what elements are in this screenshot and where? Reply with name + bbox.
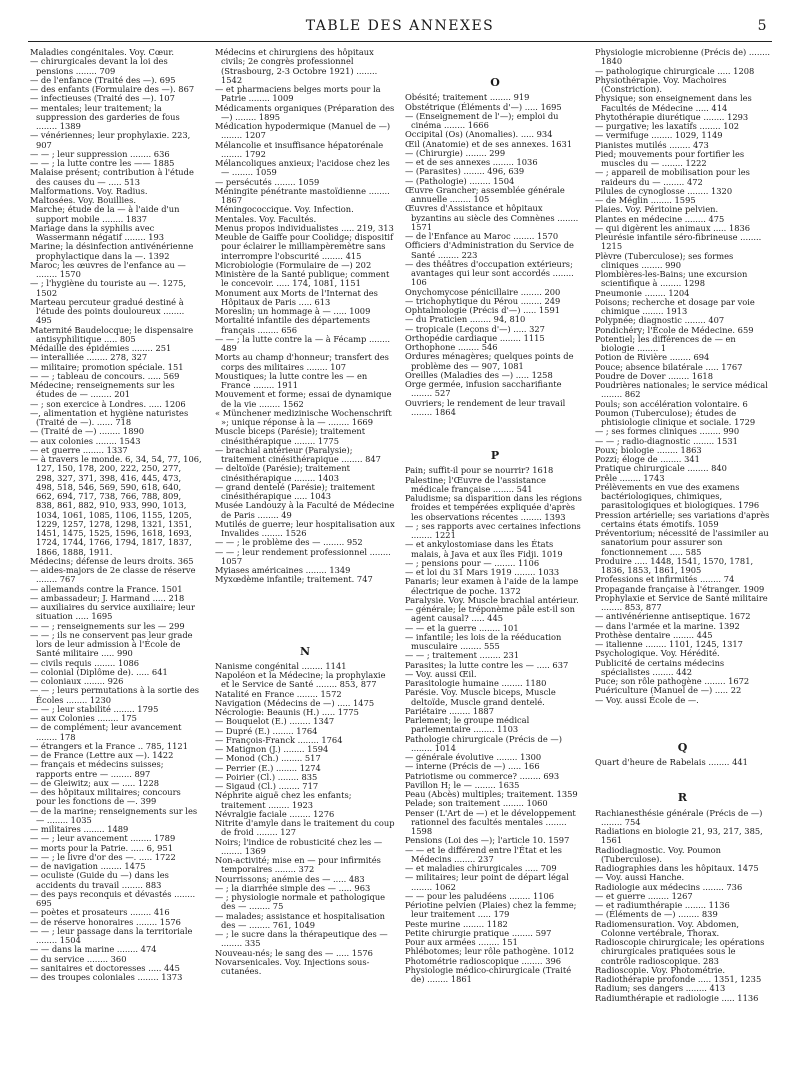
index-entry: Parasitologie humaine ........ 1180 — [405, 678, 547, 688]
index-entry: Physiologie microbienne (Précis de) ........ 1840 — [595, 48, 770, 67]
index-entry: — ; physiologie normale et pathologique des — ........ 75 — [215, 892, 386, 912]
index-entry: Poudrières nationales; le service médical ........ 862 — [595, 380, 768, 400]
index-entry: — aux colonies ........ 1543 — [30, 435, 141, 446]
index-entry: — Dupré (E.) ........ 1764 — [215, 725, 318, 736]
index-entry: Moustiques; la lutte contre les — en France ........ 1911 — [215, 370, 368, 390]
index-entry: — vénériennes; leur prophylaxie. 223, 907 — [30, 130, 191, 150]
index-entry: — Sigaud (Cl.) ........ 717 — [215, 781, 319, 791]
index-column-1 — [30, 48, 202, 1074]
index-entry: « Münchener medizinische Wochenschrift »; unique réponse à la — ........ 1669 — [215, 407, 392, 427]
index-entry: Parlement; le groupe médical parlementaire ........ 1103 — [405, 715, 530, 735]
index-entry: — ; appareil de mobilisation pour les raideurs du — ........ 472 — [595, 167, 750, 187]
index-entry: — Poirier (Cl.) ........ 835 — [215, 771, 318, 782]
index-entry: Orthophone ........ 546 — [405, 342, 498, 352]
index-entry: Pratique chirurgicale ........ 840 — [595, 463, 727, 474]
index-entry: Plombières-les-Bains; une excursion scientifique à ........ 1298 — [595, 269, 748, 289]
index-entry: Petite chirurgie pratique ........ 597 — [405, 927, 552, 938]
index-entry: Nécrologie: Beaunis (H.) ..... 1775 — [215, 707, 359, 717]
index-entry: — et ankylostomiase dans les États malais, à Java et aux îles Fidji. 1019 — [405, 539, 563, 559]
index-entry: — — ; tableau de concours. ..... 569 — [30, 370, 180, 381]
index-entry: Prophylaxie et Service de Santé militaire ........ 853, 877 — [595, 592, 768, 612]
index-entry: Mélancolie et insuffisance hépatorénale ........ 1792 — [215, 139, 384, 159]
index-entry: Muscle biceps (Parésie); traitement cinésithérapique ........ 1775 — [215, 426, 366, 446]
index-entry: — des hôpitaux militaires; concours pour les fonctions de —. 399 — [30, 787, 181, 807]
index-entry: Professions et infirmités ........ 74 — [595, 574, 735, 585]
index-entry: Officiers d'Administration du Service de Santé ........ 223 — [405, 240, 574, 260]
index-entry: Plantes en médecine ........ 475 — [595, 213, 725, 224]
index-entry: Méningite pénétrante mastoïdienne ........ 1867 — [215, 185, 390, 205]
index-entry: Œil (Anatomie) et de ses annexes. 1631 — [405, 138, 573, 149]
index-entry: — — ; la lutte contre la — à Fécamp ........ 489 — [215, 333, 391, 353]
index-entry: — militaires; leur point de départ légal ........ 1062 — [405, 872, 569, 892]
index-entry: Pied; mouvements pour fortifier les muscles du — ........ 1222 — [595, 148, 745, 168]
index-entry: — trichophytique du Pérou ........ 249 — [405, 295, 561, 306]
index-entry: — des pays reconquis et dévastés ........ 695 — [30, 888, 196, 908]
index-entry: — — et la guerre ........ 101 — [405, 622, 519, 633]
index-entry: — deltoïde (Parésie); traitement cinésithérapique ........ 1403 — [215, 463, 351, 483]
index-entry: Névralgie faciale ........ 1276 — [215, 808, 335, 819]
index-entry: — pathologique chirurgicale ..... 1208 — [595, 65, 755, 76]
index-entry: — militaire; promotion spéciale. 151 — [30, 361, 184, 372]
index-entry: Musée Landouzy à la Faculté de Médecine de Paris ........ 49 — [215, 500, 395, 520]
index-entry: — des enfants (Formulaire des —). 867 — [30, 84, 195, 94]
index-entry: — et guerre ........ 1337 — [30, 444, 128, 455]
index-entry: — (Traité de —) ........ 1890 — [30, 426, 145, 437]
index-entry: Périotine pelvien (Plaies) chez la femme; leur traitement ..... 179 — [405, 900, 577, 920]
index-entry: Radiumthérapie et radiologie ..... 1136 — [595, 992, 759, 1003]
index-entry: Poumon (Tuberculose); études de phtisiologie clinique et sociale. 1729 — [595, 407, 756, 427]
index-entry: Morts au champ d'honneur; transfert des corps des militaires ........ 107 — [215, 352, 389, 372]
index-entry: — et guerre ........ 1267 — [595, 890, 693, 901]
index-entry: Physique; son enseignement dans les Facultés de Médecine ..... 414 — [595, 93, 752, 113]
index-entry: Marche; étude de la — à l'aide d'un support mobile ........ 1837 — [30, 204, 180, 224]
index-entry: — grand dentelé (Parésie); traitement cinésithérapique ..... 1043 — [215, 481, 375, 501]
index-entry: — — ; leur passage dans la territoriale ........ 1504 — [30, 925, 193, 945]
index-entry: — infectieuses (Traité des —). 107 — [30, 93, 175, 104]
section-spacer — [215, 585, 395, 637]
header-rule — [28, 41, 772, 42]
index-entry: Maternité Baudelocque; le dispensaire antisyphilitique ..... 805 — [30, 324, 194, 344]
index-entry: Pouce; absence bilatérale ..... 1767 — [595, 361, 743, 372]
index-entry: Néphrite aiguë chez les enfants; traitement ........ 1923 — [215, 790, 352, 810]
index-entry: Onychomycose pénicillaire ........ 200 — [405, 286, 561, 297]
index-entry: Prêle ........ 1743 — [595, 472, 665, 483]
index-entry: — Bouquelot (E.) ........ 1347 — [215, 716, 335, 727]
index-entry: — civils requis ........ 1086 — [30, 657, 140, 668]
index-entry: — — ; leur suppression ........ 636 — [30, 148, 170, 159]
index-entry: Penser (L'Art de —) et le développement rationnel des facultés mentales ........ 1598 — [405, 807, 576, 836]
index-entry: — et radiumthérapie ........ 1136 — [595, 900, 730, 910]
index-entry: Myxœdème infantile; traitement. 747 — [215, 574, 373, 585]
index-entry: — et de ses annexes ........ 1036 — [405, 157, 538, 167]
index-entry: — à travers le monde. 6, 34, 54, 77, 106, 127, 150, 178, 200, 222, 250, 277, 298, 327, 371, 398, 416, 445, 473, 498, 518, 546, 569, 590, 618, 640, 662, 694, 717, 738, 766, 788, 809, 838, 861, 882, 910, 933, 990, 1013, 1034, 1061, 1085, 1106, 1155, 1205, 1229, 1257, 1278, 1298, 1321, 1351, 1451, 1475, 1525, 1596, 1618, 1693, 1724, 1744, 1766, 1794, 1817, 1837, 1866, 1888, 1911. — [30, 454, 202, 557]
index-entry: — du service ........ 360 — [30, 953, 127, 964]
index-entry: — Matignon (J.) ........ 1594 — [215, 744, 329, 754]
index-entry: Préventorium; nécessité de l'assimiler au sanatorium pour assurer son fonctionnement ..... 585 — [595, 528, 769, 557]
index-entry: Pression artérielle; ses variations d'après certains états émotifs. 1059 — [595, 509, 770, 529]
page-title: TABLE DES ANNEXES — [305, 18, 495, 34]
index-entry: Poudre de Dover ........ 1618 — [595, 370, 713, 381]
index-entry: Maladies congénitales. Voy. Cœur. — [30, 48, 175, 57]
index-entry: Myiases américaines ........ 1349 — [215, 565, 351, 575]
section-spacer — [595, 705, 770, 733]
index-entry: Pilules de cynoglosse ........ 1320 — [595, 185, 733, 196]
index-entry: Palestine; l'Œuvre de l'assistance médicale française ........ 541 — [405, 474, 546, 494]
index-entry: Plèvre (Tuberculose); ses formes cliniques ........ 990 — [595, 250, 734, 270]
index-entry: Marteau percuteur gradué destiné à l'étude des points douloureux ........ 495 — [30, 296, 185, 326]
section-spacer — [405, 48, 585, 68]
index-entry: Radiothérapie profonde ..... 1351, 1235 — [595, 974, 762, 984]
index-entry: — et pharmaciens belges morts pour la Patrie ........ 1009 — [215, 84, 381, 104]
index-entry: — qui digèrent les animaux ..... 1836 — [595, 222, 751, 233]
index-entry: — allemands contre la France. 1501 — [30, 583, 183, 594]
index-entry: Mortalité infantile des départements français ........ 656 — [215, 315, 370, 335]
index-entry: Paludisme; sa disparition dans les régions froides et tempérées expliquée d'après les observations récentes ........ 1393 — [405, 493, 582, 522]
index-entry: — persécutés ........ 1059 — [215, 176, 320, 187]
index-entry: Mentales. Voy. Facultés. — [215, 213, 317, 224]
index-entry: Occipital (Os) (Anomalies). ..... 934 — [405, 129, 553, 140]
section-spacer — [405, 417, 585, 441]
index-entry: — de France (Lettre aux —). 1422 — [30, 750, 174, 760]
index-entry: Plaies. Voy. Péritoine pelvien. — [595, 204, 719, 215]
index-column-4 — [595, 48, 770, 1074]
index-entry: — et loi du 31 Mars 1919 ........ 1033 — [405, 567, 560, 577]
index-entry: Produire ..... 1448, 1541, 1570, 1781, 1836, 1853, 1861, 1905 — [595, 555, 754, 575]
index-entry: — de réserve honoraires ........ 1576 — [30, 916, 181, 927]
index-entry: — antivénérienne antiseptique. 1672 — [595, 611, 751, 622]
index-entry: Microbiologie (Formulaire de —) 202 — [215, 259, 372, 270]
index-entry: Mariage dans la syphilis avec Wassermann négatif ........ 193 — [30, 222, 165, 242]
index-entry: — Monod (Ch.) ........ 517 — [215, 753, 321, 764]
index-entry: — des théâtres d'occupation extérieurs; avantages qui leur sont accordés ........ 106 — [405, 258, 574, 288]
index-entry: Puériculture (Manuel de —) ..... 22 — [595, 685, 742, 696]
index-entry: Ophtalmologie (Précis d'—) ..... 1591 — [405, 305, 561, 315]
running-head — [0, 18, 800, 38]
index-entry: Meuble de Gaiffe pour Coolidge; dispositif pour éclairer le milliampèremètre sans interrompre l'obscurité ........ 415 — [215, 232, 394, 261]
index-entry: — malades; assistance et hospitalisation des — ........ 761, 1049 — [215, 910, 386, 930]
index-entry: — ambassadeur; J. Harmand ..... 218 — [30, 592, 185, 603]
index-entry: — infantile; les lois de la rééducation musculaire ........ 555 — [405, 631, 562, 651]
index-entry: — brachial antérieur (Paralysie); traitement cinésithérapique ........ 847 — [215, 444, 381, 464]
index-entry: Poux; biologie ........ 1863 — [595, 444, 702, 455]
index-entry: Natalité en France ........ 1572 — [215, 688, 342, 699]
index-entry: Moreslin; un hommage à — ..... 1009 — [215, 306, 371, 316]
index-entry: — interalliée ........ 278, 327 — [30, 352, 148, 363]
index-entry: Pour aux armées ........ 151 — [405, 937, 518, 947]
index-entry: — purgative; les laxatifs ........ 102 — [595, 121, 740, 131]
index-entry: — colonial (Diplôme de). ..... 641 — [30, 666, 168, 677]
index-entry: Obstétrique (Éléments d'—) ..... 1695 — [405, 101, 562, 112]
index-entry: Obésité; traitement ........ 919 — [405, 92, 530, 103]
index-entry: — — ; radio-diagnostic ........ 1531 — [595, 435, 738, 446]
index-entry: Pain; suffit-il pour se nourrir? 1618 — [405, 465, 554, 476]
index-entry: Puce; son rôle pathogène ........ 1672 — [595, 676, 750, 686]
index-entry: Mouvement et forme; essai de dynamique de la vie ........ 1562 — [215, 389, 392, 409]
index-entry: Potion de Rivière ........ 694 — [595, 352, 710, 363]
index-entry: Pouls; son accélération volontaire. 6 — [595, 398, 748, 409]
index-entry: — — et le différend entre l'État et les Médecins ........ 237 — [405, 844, 562, 864]
index-entry: Pondichéry; l'École de Médecine. 659 — [595, 324, 754, 335]
index-entry: Rachianesthésie générale (Précis de —) ........ 754 — [595, 807, 763, 827]
index-entry: — de l'Enfance au Maroc ........ 1570 — [405, 231, 559, 241]
index-entry: — — ; le livre d'or des —. ..... 1722 — [30, 851, 176, 862]
index-column-3 — [405, 48, 585, 1074]
index-entry: Peau (Abcès) multiples; traitement. 1359 — [405, 789, 578, 799]
index-entry: Médecins; défense de leurs droits. 365 — [30, 555, 194, 566]
index-entry: — oculiste (Guide du —) dans les accidents du travail ........ 883 — [30, 870, 169, 890]
index-entry: Physiologie médico-chirurgicale (Traité de) ........ 1861 — [405, 964, 572, 984]
index-entry: Prothèse dentaire ........ 445 — [595, 629, 713, 640]
index-entry: — ; l'hygiène du touriste au —. 1275, 1502 — [30, 278, 187, 298]
index-entry: Propagande française à l'étranger. 1909 — [595, 583, 765, 594]
index-entry: Nitrite d'amyle dans le traitement du coup de froid ........ 127 — [215, 818, 395, 838]
index-entry: Médecine; renseignements sur les études de — ........ 201 — [30, 380, 175, 400]
index-entry: Panaris; leur examen à l'aide de la lampe électrique de poche. 1372 — [405, 576, 579, 596]
index-entry: Nanisme congénital ........ 1141 — [215, 660, 347, 671]
index-entry: — (Parasites) ........ 496, 639 — [405, 166, 525, 177]
index-entry: — français et médecins suisses; rapports entre — ........ 897 — [30, 759, 164, 779]
index-entry: —, alimentation et hygiène naturistes (Traité de —). ...... 718 — [30, 407, 189, 427]
index-entry: — italienne ........ 1101, 1245, 1317 — [595, 639, 743, 649]
index-entry: — et maladies chirurgicales ..... 709 — [405, 863, 557, 873]
index-entry: Radiodiagnostic. Voy. Poumon (Tuberculose). — [595, 844, 721, 864]
index-entry: Photométrie radioscopique ........ 396 — [405, 955, 562, 966]
index-entry: — aides-majors de 2e classe de réserve ........ 767 — [30, 565, 196, 585]
index-entry: Radiographies dans les hôpitaux. 1475 — [595, 863, 759, 873]
page-number: 5 — [757, 18, 768, 34]
index-entry: Ministère de la Santé publique; comment le concevoir. ..... 174, 1081, 1151 — [215, 269, 390, 289]
section-letter: Q — [677, 740, 688, 754]
index-entry: Radiologie aux médecins ........ 736 — [595, 881, 743, 892]
index-entry: — auxiliaires du service auxiliaire; leur situation ..... 1695 — [30, 602, 195, 622]
index-entry: — Voy. aussi Hanche. — [595, 872, 685, 883]
section-spacer — [595, 767, 770, 783]
index-entry: — aux Colonies ........ 175 — [30, 713, 137, 723]
index-entry: — — ; le problème des — ........ 952 — [215, 537, 363, 548]
index-entry: — Voy. aussi Œil. — [405, 668, 477, 679]
index-entry: — — ; la lutte contre les —— 1885 — [30, 158, 175, 168]
index-entry: Pariétaire ........ 1887 — [405, 705, 494, 716]
index-entry: — — ; leur avancement ........ 1789 — [30, 833, 176, 844]
index-entry: — coloniaux ........ 926 — [30, 676, 124, 686]
index-entry: Pelade; son traitement ........ 1060 — [405, 798, 548, 809]
index-entry: — mentales; leur traitement; la suppression des garderies de fous ........ 1389 — [30, 102, 180, 131]
index-entry: Mutilés de guerre; leur hospitalisation aux Invalides ........ 1526 — [215, 518, 395, 538]
index-entry: Médication hypodermique (Manuel de —) ........ 1207 — [215, 121, 391, 141]
section-letter: N — [299, 644, 311, 658]
index-entry: — (Éléments de —) ........ 839 — [595, 909, 718, 920]
index-entry: Malformations. Voy. Radius. — [30, 185, 148, 196]
index-entry: — (Enseignement de l'—); emploi du cinéma ........ 1666 — [405, 110, 559, 130]
index-entry: Orthopédie cardiaque ........ 1115 — [405, 332, 545, 343]
index-entry: — de l'enfance (Traité des —). 695 — [30, 74, 176, 85]
index-entry: — Voy. aussi École de —. — [595, 694, 699, 705]
index-entry: — — dans la marine ........ 474 — [30, 944, 157, 955]
index-entry: — de navigation ........ 1475 — [30, 861, 146, 871]
index-entry: Radioscopie chirurgicale; les opérations chirurgicales pratiquées sous le contrôle radioscopique. 283 — [595, 937, 765, 966]
index-entry: Mélancoliques anxieux; l'acidose chez les — ........ 1059 — [215, 158, 390, 178]
index-entry: — — pour les paludéens ........ 1106 — [405, 890, 555, 901]
section-letter: P — [490, 449, 500, 462]
index-entry: — générale évolutive ........ 1300 — [405, 752, 542, 762]
index-entry: Nourrissons; anémie des — ..... 483 — [215, 873, 365, 884]
index-entry: Patriotisme ou commerce? ........ 693 — [405, 770, 560, 781]
index-entry: — étrangers et la France .. 785, 1121 — [30, 740, 188, 751]
index-entry: — du Praticien ........ 94, 810 — [405, 314, 526, 325]
index-entry: — ; son exercice à Londres. ..... 1206 — [30, 398, 186, 409]
index-entry: Paralysie. Voy. Muscle brachial antérieur. — [405, 594, 579, 605]
index-entry: — ; ses formes cliniques ........ 990 — [595, 426, 740, 437]
index-entry: Œuvres d'Assistance et hôpitaux byzantins au siècle des Comnènes ........ 1571 — [405, 203, 579, 232]
index-entry: — ; pensions pour — ........ 1106 — [405, 557, 540, 568]
index-entry: — (Pathologie) ........ 1504 — [405, 175, 515, 186]
index-entry: Radiomensuration. Voy. Abdomen, Colonne vertébrale, Thorax. — [595, 918, 740, 938]
index-entry: — Perrier (E.) ........ 1274 — [215, 762, 321, 773]
index-entry: Médecins et chirurgiens des hôpitaux civils; 2e congrès professionnel (Strasbourg, 2-3 Octobre 1921) ........ 1542 — [215, 48, 378, 85]
index-entry: Marine; la désinfection antivénérienne prophylactique dans la —. 1392 — [30, 241, 194, 261]
index-entry: — — ; ils ne conservent pas leur grade lors de leur admission à l'École de Santé militaire ..... 990 — [30, 629, 193, 659]
index-entry: — — ; leurs permutations à la sortie des Écoles ........ 1230 — [30, 685, 200, 705]
index-entry: Ordures ménagères; quelques points de problème des — 907, 1081 — [405, 351, 574, 371]
index-entry: — ; la diarrhée simple des — ..... 963 — [215, 882, 371, 893]
index-entry: — — ; traitement ........ 231 — [405, 650, 520, 661]
index-entry: — de la marine; renseignements sur les — ........ 1035 — [30, 805, 198, 825]
index-entry: — sanitaires et doctoresses ..... 445 — [30, 962, 180, 973]
index-entry: Phytothérapie diurétique ........ 1293 — [595, 111, 749, 122]
index-entry: — chirurgicales devant la loi des pensions ........ 709 — [30, 56, 168, 76]
index-entry: Radium; ses dangers ........ 413 — [595, 983, 726, 994]
index-entry: Peste murine ........ 1182 — [405, 918, 508, 929]
index-entry: Navigation (Médecins de —) ..... 1475 — [215, 697, 375, 708]
index-entry: Psychologique. Voy. Hérédité. — [595, 648, 720, 659]
index-entry: Napoléon et la Médecine; la prophylaxie et le Service de Santé ........ 853, 877 — [215, 670, 386, 690]
index-entry: Pensions (Loi des —); l'article 10. 1597 — [405, 835, 570, 846]
index-entry: Novarsenicales. Voy. Injections sous-cutanées. — [215, 956, 370, 976]
index-entry: — tropicale (Leçons d'—) ..... 327 — [405, 323, 545, 334]
index-entry: — vermifuge ........ 1029, 1149 — [595, 130, 723, 141]
index-entry: — militaires ........ 1489 — [30, 824, 129, 834]
index-entry: Médaille des épidémies ........ 251 — [30, 343, 172, 353]
index-entry: — ; ses rapports avec certaines infections ........ 1221 — [405, 520, 581, 540]
index-entry: Publicité de certains médecins spécialistes ........ 442 — [595, 657, 725, 677]
index-entry: Phlébotomes; leur rôle pathogène. 1012 — [405, 946, 575, 957]
index-entry: Noirs; l'indice de robusticité chez les — ........ 1369 — [215, 836, 383, 856]
index-entry: — (Chirurgie) ........ 299 — [405, 147, 506, 158]
index-entry: Polypnée; diagnostic ........ 407 — [595, 315, 725, 326]
index-entry: Pleurésie infantile séro-fibrineuse ........ 1215 — [595, 232, 762, 252]
index-entry: Menus propos individualistes ..... 219, 313 — [215, 222, 394, 233]
index-entry: Maltosées. Voy. Bouillies. — [30, 195, 136, 205]
index-entry: Oreilles (Maladies des —) ..... 1258 — [405, 369, 553, 380]
index-entry: Méningococcique. Voy. Infection. — [215, 204, 354, 215]
index-entry: Physiothérapie. Voy. Machoires (Constriction). — [595, 74, 727, 94]
index-entry: Pneumonie ........ 1204 — [595, 287, 690, 298]
index-entry: Ouvriers; le rendement de leur travail ........ 1864 — [405, 397, 566, 417]
index-entry: — des troupes coloniales ........ 1373 — [30, 972, 183, 982]
index-entry: Poisons; recherche et dosage par voie chimique ........ 1913 — [595, 296, 755, 316]
index-column-2 — [215, 48, 395, 1074]
index-entry: Potentiel; les différences de — en biologie ........ 1 — [595, 333, 736, 353]
index-entry: Malaise présent; contribution à l'étude des causes du — ..... 513 — [30, 167, 194, 187]
index-entry: Nouveau-nés; le sang des — ..... 1576 — [215, 947, 373, 958]
index-entry: Parésie. Voy. Muscle biceps, Muscle deltoïde, Muscle grand dentelé. — [405, 687, 556, 707]
index-entry: Orge germée, infusion saccharifiante ........ 527 — [405, 379, 562, 399]
index-entry: Quart d'heure de Rabelais ........ 441 — [595, 757, 748, 767]
index-entry: Non-activité; mise en — pour infirmités temporaires ........ 372 — [215, 855, 381, 875]
index-entry: — interne (Précis de —) ..... 166 — [405, 761, 540, 772]
index-entry: — de complément; leur avancement ........ 178 — [30, 722, 182, 742]
index-entry: — — ; renseignements sur les — 299 — [30, 620, 185, 631]
index-entry: Pozzi; éloge de ........ 341 — [595, 454, 700, 464]
index-entry: Monument aux Morts de l'Internat des Hôpitaux de Paris ..... 613 — [215, 287, 378, 307]
index-entry: Radiations en biologie 21, 93, 217, 385, 1561 — [595, 826, 763, 846]
index-entry: Pavillon H; le — ........ 1635 — [405, 779, 520, 790]
section-letter: O — [490, 76, 500, 89]
index-entry: — de Méglin ........ 1595 — [595, 195, 696, 205]
index-entry: Parasites; la lutte contre les — ..... 637 — [405, 659, 569, 670]
index-entry: — — ; leur rendement professionnel ........ 1057 — [215, 546, 391, 566]
index-entry: Radioscopie. Voy. Photométrie. — [595, 964, 726, 975]
index-entry: — François-Franck ........ 1764 — [215, 734, 343, 745]
index-entry: Pianistes mutilés ........ 473 — [595, 139, 709, 150]
index-entry: — poètes et prosateurs ........ 416 — [30, 907, 170, 918]
section-letter: R — [677, 791, 688, 805]
index-entry: — générale; le tréponème pâle est-il son agent causal? ..... 445 — [405, 604, 576, 624]
index-entry: — de Gleiwitz; aux — ..... 1228 — [30, 777, 160, 788]
index-entry: Œuvre Grancher; assemblée générale annuelle ........ 105 — [405, 184, 565, 204]
index-entry: Médicaments organiques (Préparation des —) ........ 1895 — [215, 102, 395, 122]
index-entry: — ; le sucre dans la thérapeutique des — ........ 335 — [215, 929, 388, 949]
index-entry: — morts pour la Patrie. ..... 6, 951 — [30, 842, 173, 853]
index-entry: Prélèvements en vue des examens bactériologiques, chimiques, parasitologiques et biologiques. 1796 — [595, 481, 760, 511]
index-entry: Pathologie chirurgicale (Précis de —) ........ 1014 — [405, 733, 562, 753]
index-entry: Maroc; les œuvres de l'enfance au — ........ 1570 — [30, 259, 186, 279]
index-entry: — dans l'armée et la marine. 1392 — [595, 620, 740, 631]
index-entry: — — ; leur stabilité ........ 1795 — [30, 703, 159, 714]
